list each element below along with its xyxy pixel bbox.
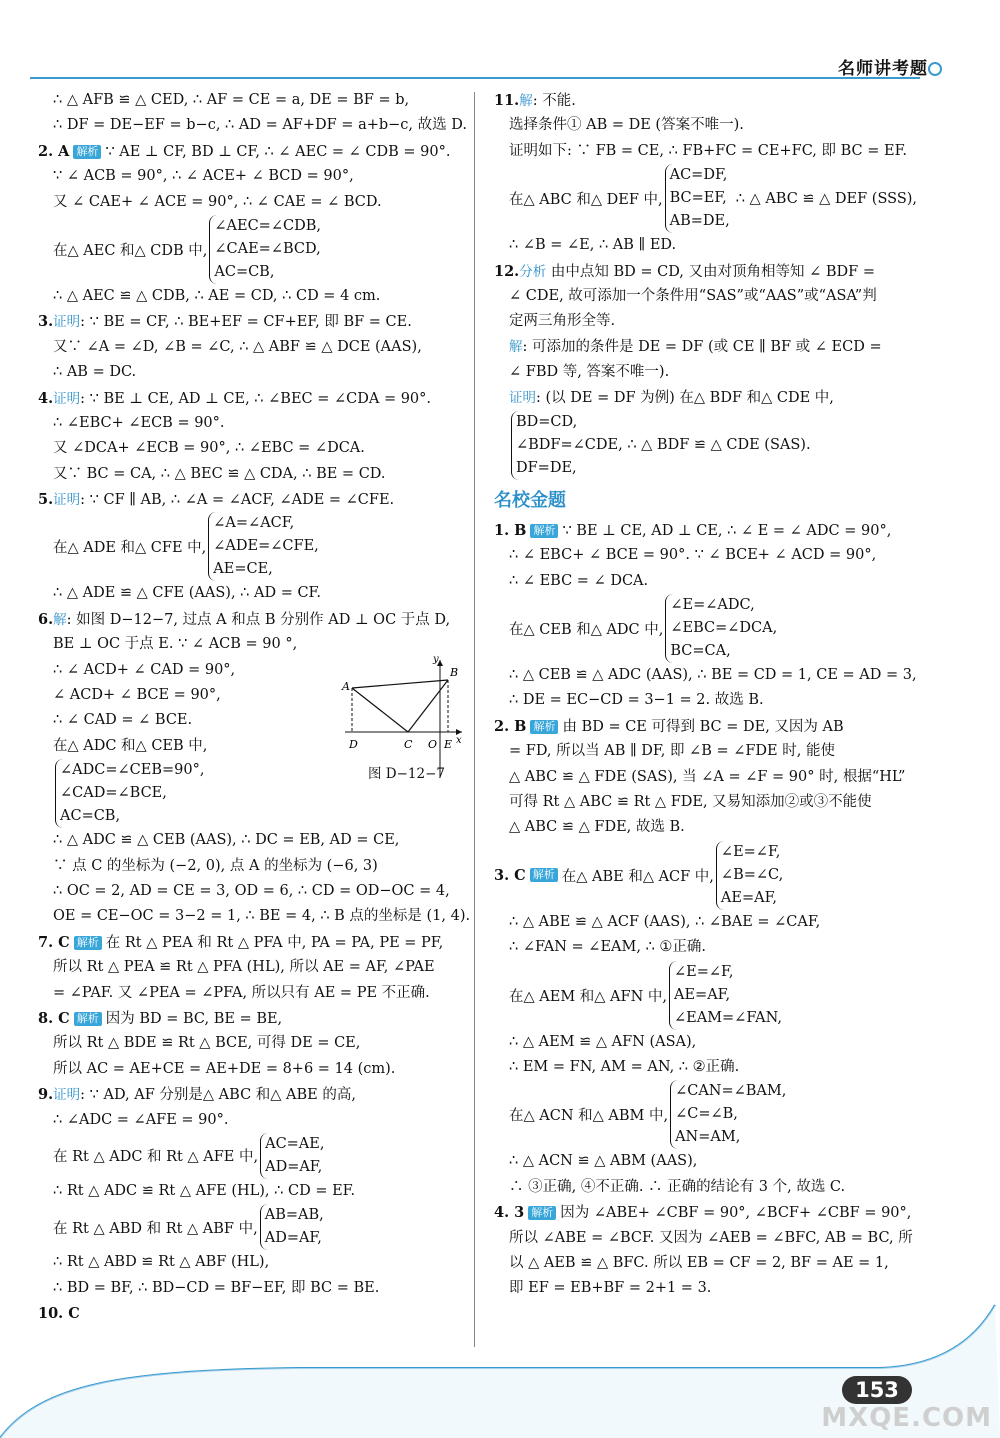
equation-system-row [38, 512, 468, 581]
keyword-label: 证明 [509, 389, 536, 406]
text-line [38, 113, 468, 138]
brace-group [209, 215, 321, 284]
line-text: ∴ ∠B = ∠E, ∴ AB ∥ ED. [509, 237, 677, 254]
line-text: ∵ 点 C 的坐标为 (−2, 0), 点 A 的坐标为 (−6, 3) [53, 857, 378, 874]
brace-item: AB=DE, [669, 213, 730, 230]
brace-item: ∠E=∠ADC, [670, 597, 755, 614]
label-y: y [433, 654, 439, 665]
text-line [38, 411, 468, 436]
line-text: : ∵ AD, AF 分别是△ ABC 和△ ABE 的高, [80, 1087, 356, 1104]
line-text: ∴ Rt △ ABD ≌ Rt △ ABF (HL), [53, 1254, 270, 1271]
line-text: ∠ CDE, 故可添加一个条件用“SAS”或“AAS”或“ASA”判 [509, 287, 877, 304]
brace-item: DF=DE, [516, 459, 577, 476]
line-text: : 如图 D−12−7, 过点 A 和点 B 分别作 AD ⊥ OC 于点 D, [66, 611, 451, 628]
label-e: E [444, 738, 453, 751]
text-line [38, 335, 468, 360]
line-text: ∴ Rt △ ADC ≌ Rt △ AFE (HL), ∴ CD = EF. [53, 1182, 356, 1199]
condition-prefix: 在△ AEC 和△ CDB 中, [53, 242, 208, 259]
brace-item: ∠B=∠C, [720, 866, 784, 883]
brace-group [55, 759, 204, 828]
line-text: BE ⊥ OC 于点 E. ∵ ∠ ACB = 90 °, [53, 636, 298, 653]
line-text: ∴ △ AEM ≌ △ AFN (ASA), [509, 1033, 697, 1050]
keyword-label: 解 [53, 611, 67, 628]
text-line [38, 1031, 468, 1056]
line-text: : ∵ BE = CF, ∴ BE+EF = CF+EF, 即 BF = CE. [80, 314, 412, 331]
line-text: : ∵ CF ∥ AB, ∴ ∠A = ∠ACF, ∠ADE = ∠CFE. [80, 492, 395, 509]
line-text: ∴ ∠FAN = ∠EAM, ∴ ①正确. [509, 939, 707, 956]
line-text: = ∠PAF. 又 ∠PEA = ∠PFA, 所以只有 AE = PE 不正确. [53, 984, 430, 1001]
text-line [38, 955, 468, 980]
line-text: ∴ ∠ EBC+ ∠ BCE = 90°. ∵ ∠ BCE+ ∠ ACD = 90°, [509, 547, 877, 564]
brace-item: AE=AF, [673, 986, 731, 1003]
equation-system-row [494, 1080, 924, 1149]
text-line [494, 910, 924, 935]
text-line [494, 360, 924, 385]
brace-group [260, 1204, 324, 1250]
line-text: ∠ ACD+ ∠ BCE = 90°, [53, 687, 221, 704]
line-text: ∴ DE = EC−CD = 3−1 = 2. 故选 B. [509, 692, 764, 709]
line-text: ∴ ∠ ACD+ ∠ CAD = 90°, [53, 661, 236, 678]
text-line [38, 1006, 468, 1031]
item-number: 10. C [38, 1305, 80, 1323]
brace-item: BD=CD, [516, 413, 578, 430]
item-number: 8. C [38, 1009, 70, 1027]
text-line [38, 190, 468, 215]
brace-group [511, 411, 811, 480]
item-number: 5. [38, 491, 54, 509]
text-line [38, 487, 468, 512]
brace-item: BC=EF, [669, 190, 727, 207]
line-text: 定两三角形全等. [509, 313, 616, 330]
text-line [38, 607, 468, 632]
text-line [38, 1082, 468, 1107]
text-line [38, 581, 468, 606]
item-number: 2. B [494, 717, 527, 735]
brace-group [260, 1133, 324, 1179]
text-line [494, 518, 924, 543]
equation-system-row [38, 215, 468, 284]
item-number: 3. C [494, 866, 526, 884]
condition-prefix: 在 Rt △ ADC 和 Rt △ AFE 中, [53, 1149, 259, 1166]
text-line [494, 259, 924, 284]
item-number: 1. B [494, 521, 527, 539]
text-line [38, 981, 468, 1006]
text-line [494, 1149, 924, 1174]
brace-item: ∠C=∠B, [675, 1106, 738, 1123]
equation-system-row [494, 594, 924, 663]
text-line [494, 935, 924, 960]
line-text: 可得 Rt △ ABC ≌ Rt △ FDE, 又易知添加②或③不能使 [509, 794, 872, 811]
condition-prefix: 在△ AEM 和△ AFN 中, [509, 988, 667, 1005]
equation-system-row [494, 164, 924, 233]
line-text: 选择条件① AB = DE (答案不唯一). [509, 117, 744, 134]
text-line [494, 543, 924, 568]
text-line [38, 854, 468, 879]
line-text: ∴ △ ABE ≌ △ ACF (AAS), ∴ ∠BAE = ∠CAF, [509, 913, 821, 930]
analysis-tag: 解析 [73, 145, 101, 159]
line-text: ∴ BD = BF, ∴ BD−CD = BF−EF, 即 BC = BE. [53, 1279, 380, 1296]
brace-group [208, 512, 318, 581]
keyword-label: 解 [519, 93, 533, 109]
line-text: △ ABC ≌ △ FDE, 故选 B. [509, 819, 685, 836]
line-text: ∠ FBD 等, 答案不唯一). [509, 364, 670, 381]
line-text: 所以 Rt △ PEA ≌ Rt △ PFA (HL), 所以 AE = AF, ∠PAE [53, 959, 435, 976]
text-line [494, 688, 924, 713]
line-text: = FD, 所以当 AB ∥ DF, 即 ∠B = ∠FDE 时, 能使 [509, 743, 835, 760]
brace-item: AC=CB, [214, 263, 275, 280]
text-line [38, 164, 468, 189]
text-line [38, 436, 468, 461]
line-text: ∴ △ CEB ≌ △ ADC (AAS), ∴ BE = CD = 1, CE = AD = 3, [509, 667, 917, 684]
line-text: 证明如下: ∵ FB = CE, ∴ FB+FC = CE+FC, 即 BC = EF. [509, 142, 907, 159]
line-text: ∴ ∠EBC+ ∠ECB = 90°. [53, 414, 225, 431]
condition-prefix: 在 Rt △ ABD 和 Rt △ ABF 中, [53, 1220, 258, 1237]
text-line [494, 335, 924, 360]
keyword-label: 分析 [519, 263, 547, 280]
keyword-label: 证明 [53, 390, 81, 407]
brace-item: ∠ADC=∠CEB=90°, [60, 762, 205, 779]
text-line [494, 1055, 924, 1080]
item-number: 11. [494, 92, 520, 109]
line-text: 又 ∠ CAE+ ∠ ACE = 90°, ∴ ∠ CAE = ∠ BCD. [53, 193, 382, 210]
item-number: 6. [38, 610, 54, 628]
brace-item: AB=AB, [264, 1207, 324, 1224]
equation-system-row [38, 1133, 468, 1179]
line-text: 又∵ BC = CA, ∴ △ BEC ≌ △ CDA, ∴ BE = CD. [53, 465, 386, 482]
brace-group [670, 1080, 786, 1149]
text-line [494, 1226, 924, 1251]
text-line [494, 139, 924, 164]
label-d: D [349, 738, 358, 751]
text-line [38, 1179, 468, 1204]
line-text: ∴ △ ADC ≌ △ CEB (AAS), ∴ DC = EB, AD = CE, [53, 832, 400, 849]
brace-item: AC=DF, [669, 167, 728, 184]
brace-item: AN=AM, [675, 1129, 741, 1146]
analysis-tag: 解析 [530, 720, 558, 734]
figure-caption: 图 D−12−7 [368, 766, 446, 782]
brace-item: AC=CB, [60, 808, 121, 825]
line-text: : (以 DE = DF 为例) 在△ BDF 和△ CDE 中, [536, 389, 834, 406]
line-text: ∴ △ ACN ≌ △ ABM (AAS), [509, 1153, 698, 1170]
label-b: B [450, 666, 459, 679]
text-line [38, 1057, 468, 1082]
equation-system-row [494, 961, 924, 1030]
line-text: 即 EF = EB+BF = 2+1 = 3. [509, 1280, 712, 1297]
segment-cb [408, 680, 448, 732]
item-number: 7. C [38, 933, 70, 951]
text-line [494, 1251, 924, 1276]
line-text: 因为 BD = BC, BE = BE, [105, 1010, 283, 1027]
equation-system-row [494, 411, 924, 480]
keyword-label: 解 [509, 338, 523, 355]
line-text: ∵ AE ⊥ CF, BD ⊥ CF, ∴ ∠ AEC = ∠ CDB = 90°. [105, 143, 451, 160]
line-text: : 可添加的条件是 DE = DF (或 CE ∥ BF 或 ∠ ECD = [522, 338, 882, 355]
text-line [38, 904, 471, 929]
analysis-tag: 解析 [74, 1012, 102, 1026]
item-number: 12. [494, 262, 520, 280]
text-line [494, 663, 924, 688]
text-line [494, 714, 924, 739]
line-text: OE = CE−OC = 3−2 = 1, ∴ BE = 4, ∴ B 点的坐标是 (1, 4). [53, 908, 471, 925]
keyword-label: 证明 [53, 492, 81, 509]
equation-system-row [38, 1204, 468, 1250]
text-line [38, 462, 468, 487]
line-text: ∵ BE ⊥ CE, AD ⊥ CE, ∴ ∠ E = ∠ ADC = 90°, [562, 522, 892, 539]
line-text: 所以 AC = AE+CE = AE+DE = 8+6 = 14 (cm). [53, 1060, 396, 1077]
line-text: ∴ ∠ EBC = ∠ DCA. [509, 572, 649, 589]
line-text: ∴ OC = 2, AD = CE = 3, OD = 6, ∴ CD = OD−OC = 4, [53, 882, 450, 899]
text-line [38, 360, 468, 385]
brace-item: AE=CE, [213, 561, 273, 578]
text-line [38, 930, 468, 955]
line-text: 又∵ ∠A = ∠D, ∠B = ∠C, ∴ △ ABF ≌ △ DCE (AAS), [53, 338, 422, 355]
condition-prefix: 在△ ACN 和△ ABM 中, [509, 1108, 669, 1125]
line-text: ∴ ∠ADC = ∠AFE = 90°. [53, 1111, 229, 1128]
line-text: 又 ∠DCA+ ∠ECB = 90°, ∴ ∠EBC = ∠DCA. [53, 440, 365, 457]
analysis-tag: 解析 [528, 1206, 556, 1220]
line-text: △ ABC ≌ △ FDE (SAS), 当 ∠A = ∠F = 90° 时, 根据“HL” [509, 768, 906, 785]
text-line [494, 1200, 924, 1225]
right-column [494, 88, 924, 1302]
text-line [38, 1250, 468, 1275]
line-text: ∴ △ ADE ≌ △ CFE (AAS), ∴ AD = CF. [53, 585, 321, 602]
brace-item: ∠BDF=∠CDE, ∴ △ BDF ≌ △ CDE (SAS). [516, 436, 811, 453]
brace-group [716, 841, 783, 910]
brace-item: BC=CA, [670, 643, 731, 660]
text-line [494, 790, 924, 815]
text-line [494, 113, 924, 138]
text-line [494, 765, 924, 790]
line-text: 由中点知 BD = CD, 又由对顶角相等知 ∠ BDF = [546, 263, 875, 280]
brace-group [669, 961, 782, 1030]
brace-item: ∠AEC=∠CDB, [214, 217, 321, 234]
item-number: 4. [38, 389, 54, 407]
keyword-label: 证明 [53, 314, 81, 331]
condition-suffix: ∴ △ ABC ≌ △ DEF (SSS), [735, 190, 918, 207]
figure-d-12-7 [340, 650, 465, 780]
line-text: 在 Rt △ PEA 和 Rt △ PFA 中, PA = PA, PE = PF, [105, 934, 444, 951]
text-line [494, 1175, 924, 1200]
analysis-tag: 解析 [530, 524, 558, 538]
text-line [494, 284, 924, 309]
brace-item: ∠A=∠ACF, [213, 515, 295, 532]
item-number: 3. [38, 313, 54, 331]
text-line [494, 1276, 924, 1301]
text-line [494, 386, 924, 411]
watermark: MXQE.COM [821, 1403, 992, 1433]
brace-item: ∠ADE=∠CFE, [213, 538, 319, 555]
text-line [494, 569, 924, 594]
brace-item: AD=AF, [264, 1230, 322, 1247]
label-a: A [342, 680, 350, 693]
condition-prefix: 在△ ADE 和△ CFE 中, [53, 540, 207, 557]
line-text: 因为 ∠ABE+ ∠CBF = 90°, ∠BCF+ ∠CBF = 90°, [560, 1205, 912, 1222]
text-line [38, 828, 468, 853]
line-text: ∴ EM = FN, AM = AN, ∴ ②正确. [509, 1058, 740, 1075]
section-heading: 名校金题 [494, 489, 566, 511]
text-line [38, 309, 468, 334]
text-line [494, 815, 924, 840]
line-text: : ∵ BE ⊥ CE, AD ⊥ CE, ∴ ∠BEC = ∠CDA = 90°. [80, 390, 432, 407]
item-number: 9. [38, 1086, 54, 1104]
text-line [494, 233, 924, 258]
condition-prefix: 在△ CEB 和△ ADC 中, [509, 622, 664, 639]
column-separator [474, 92, 475, 1347]
equation-system-row [494, 841, 924, 910]
line-text: 由 BD = CE 可得到 BC = DE, 又因为 AB [562, 718, 844, 735]
header-rule [30, 77, 920, 79]
label-o: O [428, 738, 438, 751]
label-c: C [404, 738, 413, 751]
page-number: 153 [842, 1376, 912, 1404]
line-text: : 不能. [532, 93, 576, 109]
brace-group [665, 594, 777, 663]
brace-item: AC=AE, [265, 1135, 325, 1152]
text-line [494, 309, 924, 334]
brace-item: ∠EBC=∠DCA, [670, 620, 778, 637]
text-line [494, 739, 924, 764]
line-text: ∴ △ AEC ≌ △ CDB, ∴ AE = CD, ∴ CD = 4 cm. [53, 287, 381, 304]
line-text: ∴ AB = DC. [53, 364, 137, 381]
line-text: ∵ ∠ ACB = 90°, ∴ ∠ ACE+ ∠ BCD = 90°, [53, 168, 354, 185]
text-line [494, 1030, 924, 1055]
line-text: ∴ ③正确, ④不正确. ∴ 正确的结论有 3 个, 故选 C. [509, 1178, 846, 1195]
line-text: ∴ △ AFB ≌ △ CED, ∴ AF = CE = a, DE = BF = b, [53, 92, 410, 108]
item-number: 2. A [38, 142, 70, 160]
line-text: 所以 ∠ABE = ∠BCF. 又因为 ∠AEB = ∠BFC, AB = BC, 所 [509, 1229, 913, 1246]
brace-group [665, 164, 730, 233]
text-line [494, 88, 924, 113]
header-title: 名师讲考题 [838, 59, 928, 79]
segment-ac [352, 688, 408, 732]
text-line [38, 1276, 468, 1301]
label-x: x [456, 735, 462, 746]
text-line [38, 139, 468, 164]
condition-prefix: 在△ ABE 和△ ACF 中, [561, 868, 714, 885]
text-line [38, 284, 468, 309]
line-text: ∴ ∠ CAD = ∠ BCE. [53, 712, 193, 729]
keyword-label: 证明 [53, 1087, 81, 1104]
condition-prefix: 在△ ABC 和△ DEF 中, [509, 192, 663, 209]
brace-item: ∠CAD=∠BCE, [60, 785, 167, 802]
line-text: 所以 Rt △ BDE ≌ Rt △ BCE, 可得 DE = CE, [53, 1035, 361, 1052]
line-text: 在△ ADC 和△ CEB 中, [53, 737, 208, 754]
analysis-tag: 解析 [530, 868, 558, 882]
item-number: 4. 3 [494, 1204, 525, 1222]
brace-item: ∠CAE=∠BCD, [214, 240, 321, 257]
brace-item: AE=AF, [720, 889, 778, 906]
analysis-tag: 解析 [74, 936, 102, 950]
text-line [38, 879, 468, 904]
brace-item: ∠E=∠F, [673, 963, 734, 980]
line-text: ∴ DF = DE−EF = b−c, ∴ AD = AF+DF = a+b−c, 故选 D. [53, 117, 467, 134]
segment-ab [352, 680, 448, 688]
brace-item: ∠EAM=∠FAN, [673, 1009, 782, 1026]
brace-item: ∠E=∠F, [720, 843, 781, 860]
text-line [38, 88, 468, 113]
header-circle-icon [928, 62, 942, 76]
brace-item: ∠CAN=∠BAM, [675, 1083, 787, 1100]
line-text: 以 △ AEB ≌ △ BFC. 所以 EB = CF = 2, BF = AE = 1, [509, 1254, 889, 1271]
brace-item: AD=AF, [265, 1158, 323, 1175]
text-line [38, 386, 468, 411]
text-line [38, 1108, 468, 1133]
